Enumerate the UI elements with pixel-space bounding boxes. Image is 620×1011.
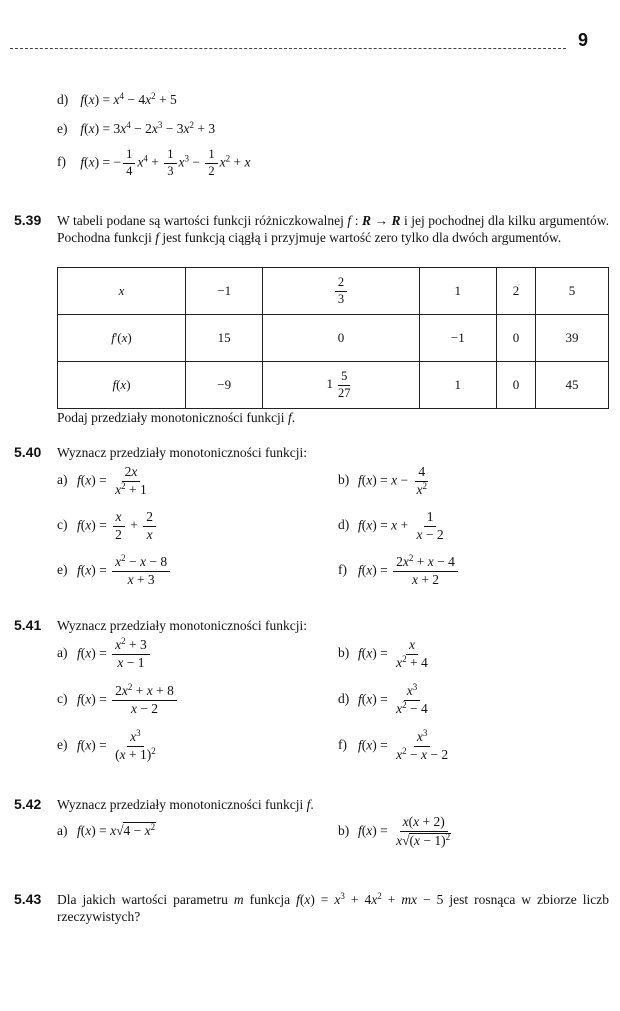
exercise-5-40-text: Wyznacz przedziały monotoniczności funkcji:	[57, 445, 307, 460]
header-rule	[10, 48, 566, 49]
exercise-5-39-question: Podaj przedziały monotoniczności funkcji f.	[57, 410, 296, 425]
table-row-x: x −1 $\frac{2}{3}$ 1 2 5	[58, 268, 609, 315]
ex542-item-b: b) f(x) = $\frac{x(x + 2)}{x√(x - 1)^2}$	[338, 814, 451, 848]
exercise-number-5-39: 5.39	[14, 212, 42, 228]
ex541-item-f: f) f(x) = $\frac{x^3}{x^2 - x - 2}$	[338, 728, 449, 762]
ex542-item-a: a) $f(x) = x√4 - x^2$	[57, 822, 156, 838]
two-thirds-cell: $\frac{2}{3}$	[263, 268, 419, 315]
page-number: 9	[578, 30, 589, 50]
exercise-5-41-text: Wyznacz przedziały monotoniczności funkcji:	[57, 618, 307, 633]
exercise-5-43-text: Dla jakich wartości parametru m funkcja $f(x) = x^3 + 4x^2$ + mx − 5 jest rosnąca w zbiorze liczb rzeczywistych?	[57, 891, 609, 924]
ex540-item-f: f) f(x) = $\frac{2x^2 + x - 4}{x + 2}$	[338, 555, 460, 588]
exercise-number-5-42: 5.42	[14, 796, 42, 812]
exercise-number-5-40: 5.40	[14, 444, 42, 460]
prev-item-d: d) $f(x) = x^4 - 4x^2 + 5$	[57, 91, 177, 107]
ex541-item-c: c) f(x) = $\frac{2x^2 + x + 8}{x - 2}$	[57, 684, 179, 717]
exercise-5-42-text: Wyznacz przedziały monotoniczności funkcji f.	[57, 797, 314, 812]
exercise-number-5-41: 5.41	[14, 617, 42, 633]
ex541-item-d: d) f(x) = $\frac{x^3}{x^2 - 4}$	[338, 682, 428, 716]
table-row-function: f(x) −9 1 $\frac{5}{27}$ 1 0 45	[58, 362, 609, 409]
exercise-5-39-text: W tabeli podane są wartości funkcji różniczkowalnej f : R → R i jej pochodnej dla kilku argumentów. Pochodna funkcji f jest funkcją ciągłą i przyjmuje wartość zero tylko dla dwóch argumentów.	[57, 213, 609, 245]
ex540-item-c: c) f(x) = $\frac{x}{2}$ + $\frac{2}{x}$	[57, 510, 158, 543]
ex541-item-b: b) f(x) = $\frac{x}{x^2 + 4}$	[338, 637, 428, 670]
ex540-item-a: a) f(x) = $\frac{2x}{x^2 + 1}$	[57, 464, 147, 497]
values-table	[57, 267, 609, 409]
exercise-number-5-43: 5.43	[14, 891, 42, 907]
prev-item-e: e) $f(x) = 3x^4 - 2x^3 - 3x^2 + 3$	[57, 120, 216, 136]
mixed-fraction-cell: 1 $\frac{5}{27}$	[263, 362, 419, 409]
ex540-item-d: d) f(x) = x + $\frac{1}{x - 2}$	[338, 509, 444, 542]
table-row-derivative: f'(x) 15 0 −1 0 39	[58, 315, 609, 362]
prev-item-f: f) f(x) = − $\frac{1}{4}$ $x^4$ + $\frac{1}{3}$ $x^3$ − $\frac{1}{2}$ $x^2 + x$	[57, 147, 251, 178]
ex541-item-a: a) f(x) = $\frac{x^2 + 3}{x - 1}$	[57, 638, 152, 671]
ex540-item-e: e) f(x) = $\frac{x^2 - x - 8}{x + 3}$	[57, 555, 172, 588]
ex540-item-b: b) f(x) = x − $\frac{4}{x^2}$	[338, 464, 427, 497]
ex541-item-e: e) f(x) = $\frac{x^3}{(x + 1)^2}$	[57, 728, 156, 762]
